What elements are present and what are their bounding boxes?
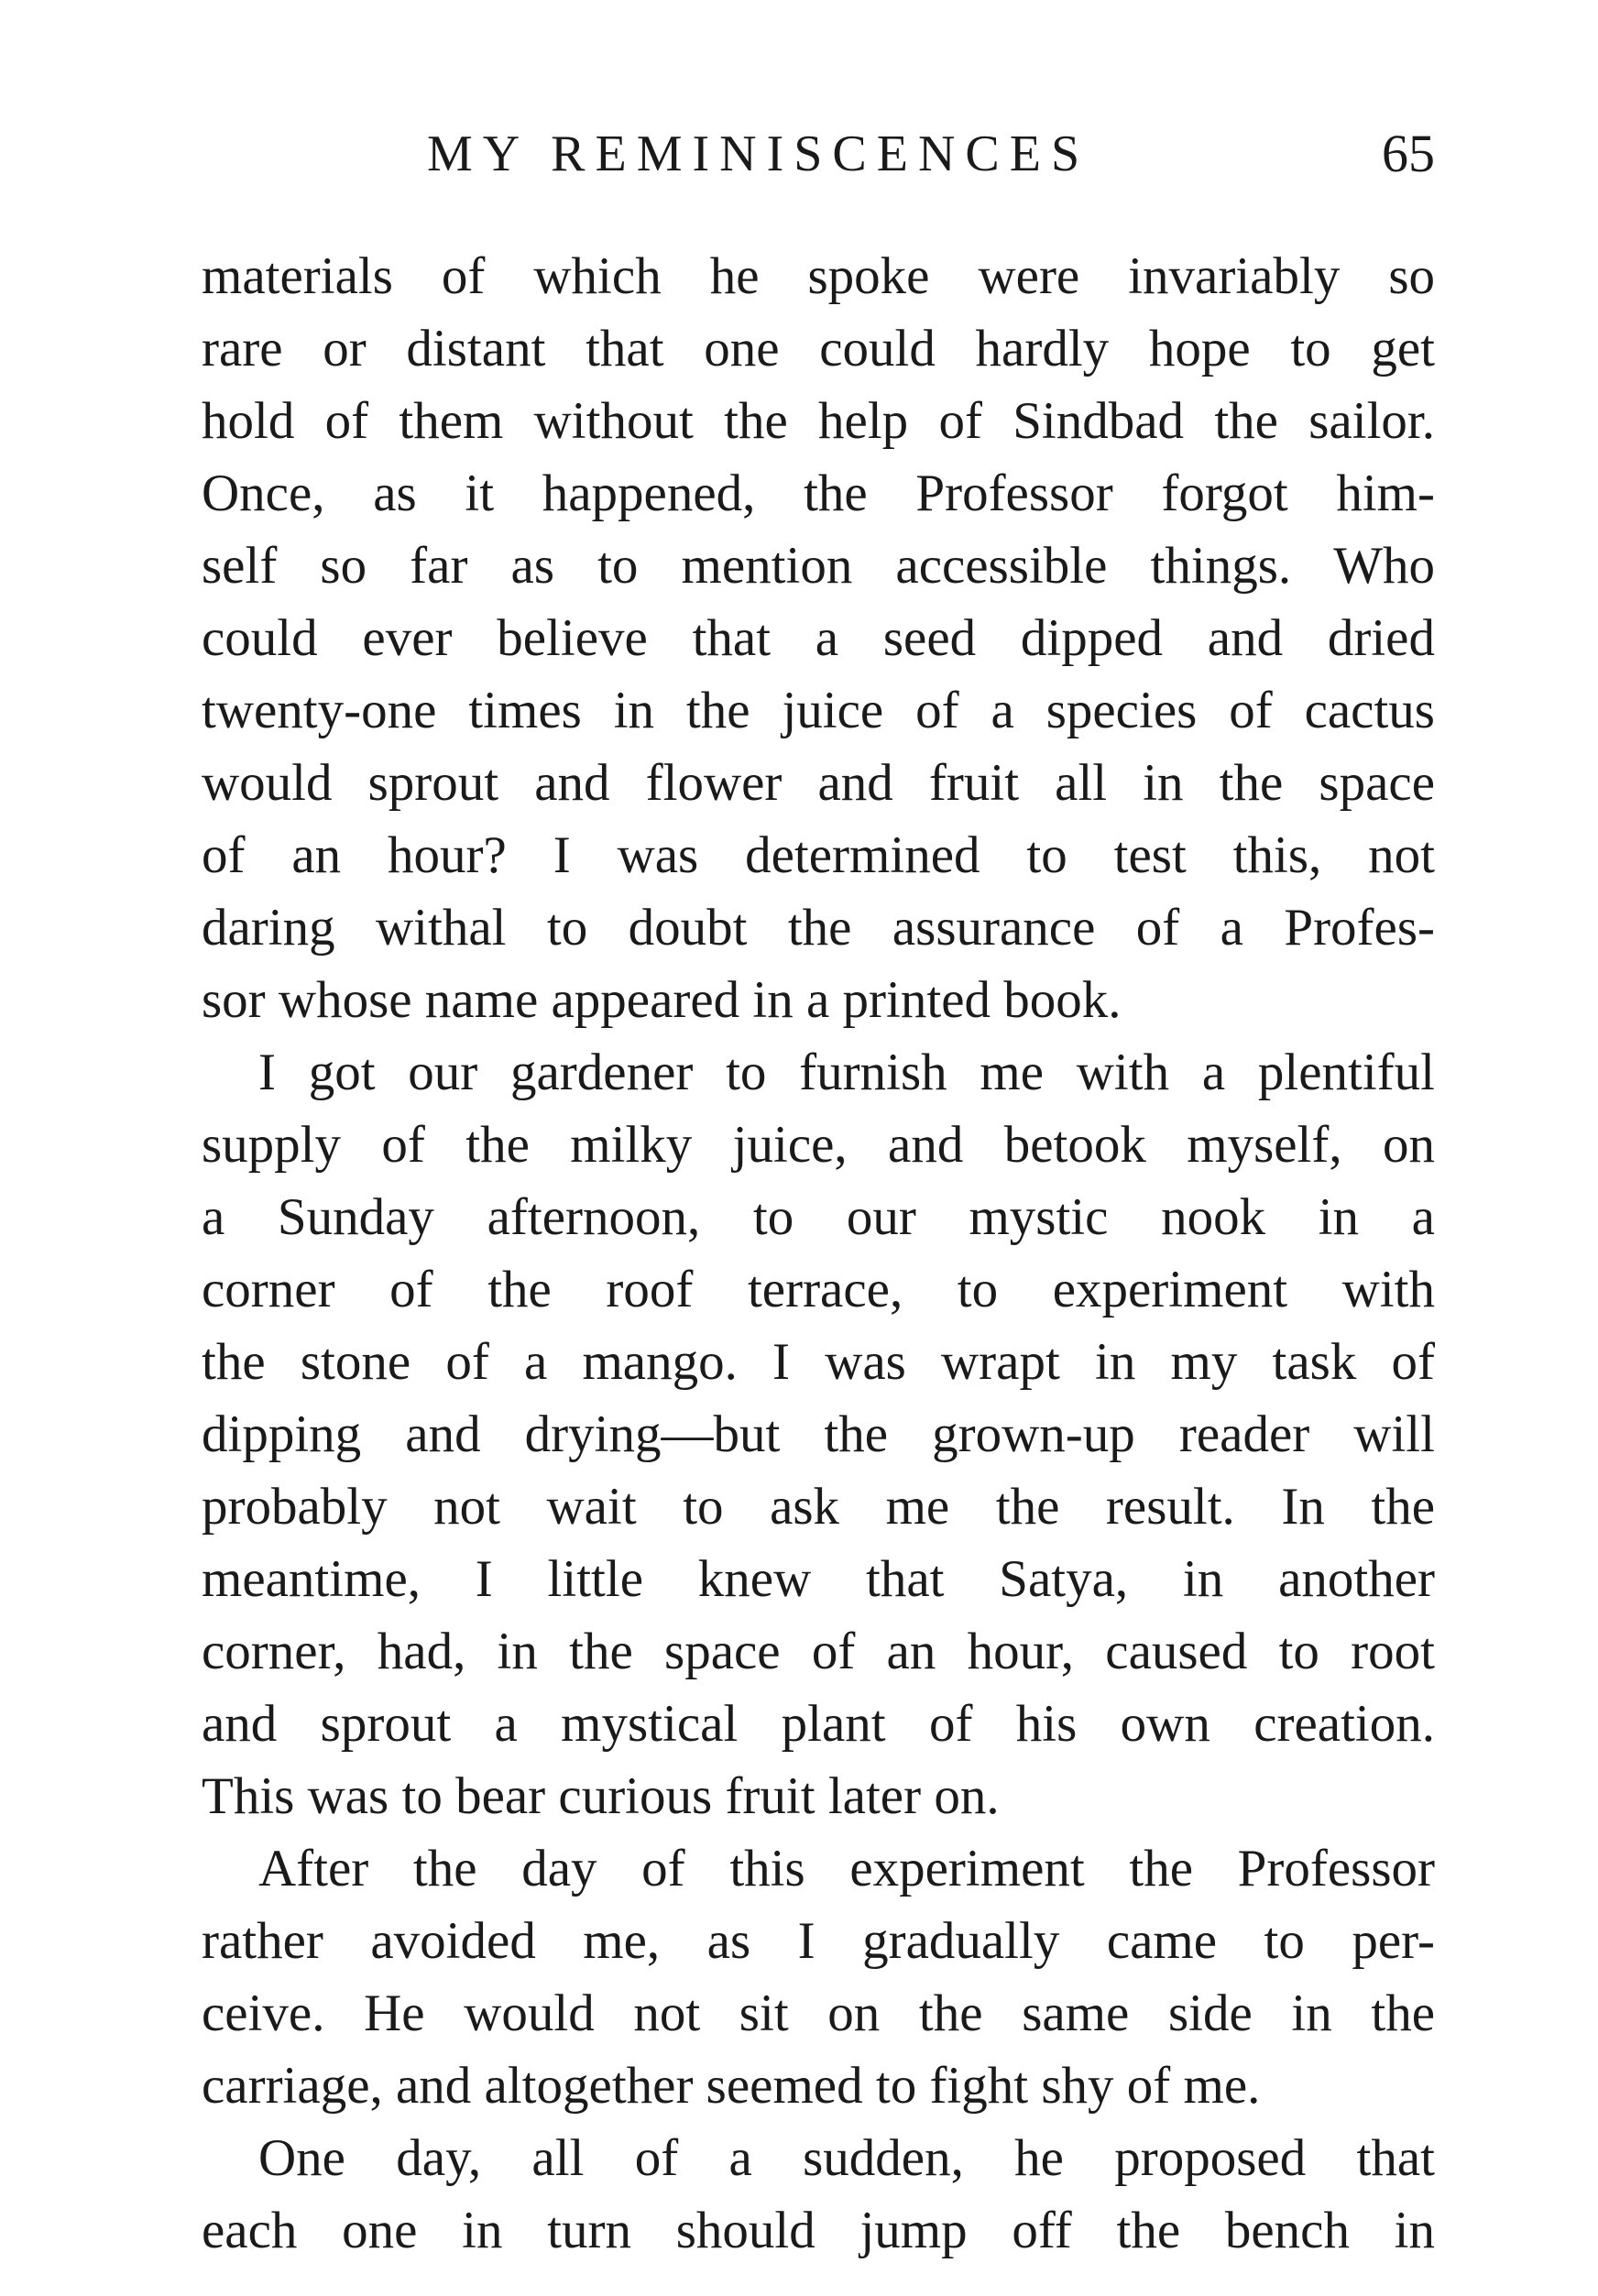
paragraph [202, 1036, 1435, 1832]
text-line: self so far as to mention accessible things. Who [202, 537, 1435, 595]
paragraph [202, 2122, 1435, 2267]
text-line: One day, all of a sudden, he proposed that [258, 2129, 1435, 2187]
text-line: would sprout and flower and fruit all in the space [202, 754, 1435, 812]
text-line: hold of them without the help of Sindbad the sailor. [202, 392, 1435, 450]
text-line: After the day of this experiment the Professor [258, 1840, 1435, 1897]
text-line: ceive. He would not sit on the same side in the [202, 1984, 1435, 2042]
text-line: materials of which he spoke were invariably so [202, 247, 1435, 305]
text-line: dipping and drying—but the grown-up reader will [202, 1405, 1435, 1463]
text-line: This was to bear curious fruit later on. [202, 1767, 1000, 1825]
text-line: Once, as it happened, the Professor forgot him- [202, 465, 1435, 522]
text-line: supply of the milky juice, and betook myself, on [202, 1116, 1435, 1174]
text-line: corner of the roof terrace, to experiment with [202, 1261, 1435, 1318]
text-line: each one in turn should jump off the bench in [202, 2202, 1435, 2259]
text-line: rather avoided me, as I gradually came to per- [202, 1912, 1435, 1970]
text-line: meantime, I little knew that Satya, in another [202, 1550, 1435, 1608]
text-line: rare or distant that one could hardly hope to get [202, 320, 1435, 377]
text-line: I got our gardener to furnish me with a plentiful [258, 1044, 1435, 1101]
text-line: probably not wait to ask me the result. In the [202, 1478, 1435, 1536]
text-line: of an hour? I was determined to test this, not [202, 826, 1435, 884]
text-line: twenty-one times in the juice of a species of cactus [202, 682, 1435, 739]
text-line: could ever believe that a seed dipped and dried [202, 609, 1435, 667]
paragraph [202, 240, 1435, 1036]
page-number: 65 [1382, 124, 1435, 183]
text-line: a Sunday afternoon, to our mystic nook in a [202, 1188, 1435, 1246]
text-line: corner, had, in the space of an hour, caused to root [202, 1623, 1435, 1680]
text-line: sor whose name appeared in a printed book. [202, 971, 1122, 1029]
text-line: carriage, and altogether seemed to fight shy of me. [202, 2057, 1261, 2115]
running-head [202, 117, 1435, 191]
body-text [202, 240, 1435, 2267]
paragraph [202, 1832, 1435, 2122]
text-line: the stone of a mango. I was wrapt in my task of [202, 1333, 1435, 1391]
text-line: daring withal to doubt the assurance of a Profes- [202, 899, 1435, 957]
text-line: and sprout a mystical plant of his own creation. [202, 1695, 1435, 1753]
running-title: MY REMINISCENCES [427, 126, 1090, 182]
